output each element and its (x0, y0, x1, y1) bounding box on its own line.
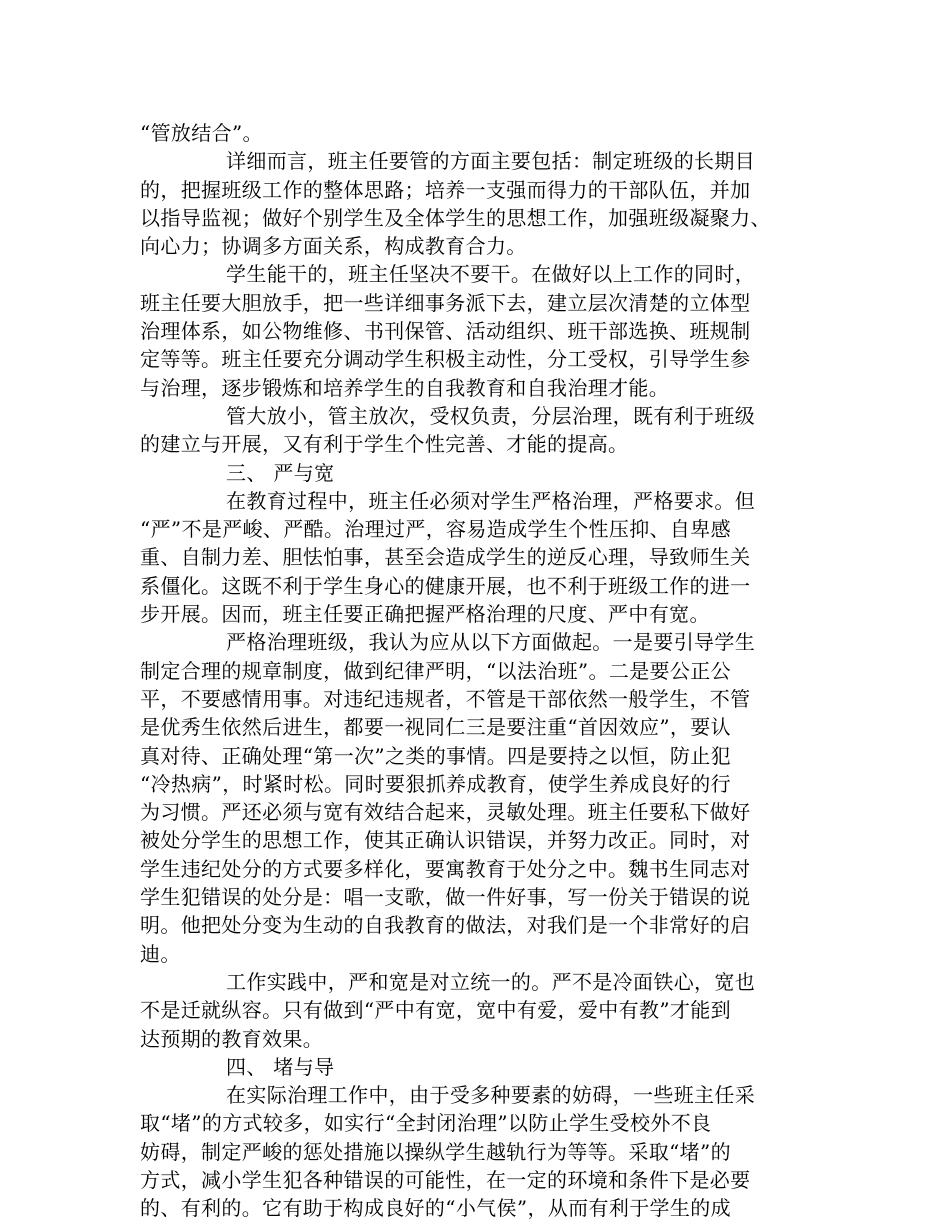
text-line: 学生犯错误的处分是：唱一支歌，做一件好事，写一份关于错误的说 (140, 885, 751, 910)
text-line: 步开展。因而，班主任要正确把握严格治理的尺度、严中有宽。 (140, 602, 710, 627)
text-line: 的、有利的。它有助于构成良好的“小气侯”，从而有利于学生的成 (140, 1196, 731, 1221)
text-line: 取“堵”的方式较多，如实行“全封闭治理”以防止学生受校外不良 (140, 1111, 712, 1136)
text-line: 学生违纪处分的方式要多样化，要寓教育于处分之中。魏书生同志对 (140, 856, 751, 881)
paragraph-start-line: 在教育过程中，班主任必须对学生严格治理，严格要求。但 (226, 488, 756, 513)
text-line: 不是迁就纵容。只有做到“严中有宽，宽中有爱，爱中有教”才能到 (140, 998, 731, 1023)
text-line: 妨碍，制定严峻的惩处措施以操纵学生越轨行为等等。采取“堵”的 (140, 1139, 731, 1164)
text-line: 治理体系，如公物维修、书刊保管、活动组织、班干部选换、班规制 (140, 319, 751, 344)
paragraph-start-line: 严格治理班级，我认为应从以下方面做起。一是要引导学生 (226, 630, 756, 655)
text-line: “严”不是严峻、严酷。治理过严，容易造成学生个性压抑、自卑感 (140, 517, 731, 542)
text-line: “冷热病”，时紧时松。同时要狠抓养成教育，使学生养成良好的行 (140, 771, 731, 796)
text-line: 明。他把处分变为生动的自我教育的做法，对我们是一个非常好的启 (140, 913, 751, 938)
paragraph-start-line: 学生能干的，班主任坚决不要干。在做好以上工作的同时， (226, 262, 756, 287)
text-line: 班主任要大胆放手，把一些详细事务派下去，建立层次清楚的立体型 (140, 290, 751, 315)
text-line: 方式，减小学生犯各种错误的可能性，在一定的环境和条件下是必要 (140, 1167, 751, 1192)
text-line: 与治理，逐步锻炼和培养学生的自我教育和自我治理才能。 (140, 375, 670, 400)
text-line: 定等等。班主任要充分调动学生积极主动性，分工受权，引导学生参 (140, 347, 751, 372)
document-body (140, 119, 840, 1223)
paragraph-start-line: 工作实践中，严和宽是对立统一的。严不是冷面铁心，宽也 (226, 969, 756, 994)
text-line: 平，不要感情用事。对违纪违规者，不管是干部依然一般学生，不管 (140, 686, 751, 711)
text-line: 是优秀生依然后进生，都要一视同仁三是要注重“首因效应”，要认 (140, 715, 731, 740)
text-line: 的建立与开展，又有利于学生个性完善、才能的提高。 (140, 432, 629, 457)
paragraph-start-line: 详细而言，班主任要管的方面主要包括：制定班级的长期目 (226, 149, 756, 174)
text-line: 的，把握班级工作的整体思路；培养一支强而得力的干部队伍，并加 (140, 177, 751, 202)
text-line: “管放结合”。 (140, 121, 263, 145)
text-line: 达预期的教育效果。 (140, 1026, 324, 1051)
text-line: 为习惯。严还必须与宽有效结合起来，灵敏处理。班主任要私下做好 (140, 800, 751, 825)
paragraph-start-line: 管大放小，管主放次，受权负责，分层治理，既有利于班级 (226, 403, 756, 428)
text-line: 重、自制力差、胆怯怕事，甚至会造成学生的逆反心理，导致师生关 (140, 545, 751, 570)
section-heading: 三、 严与宽 (226, 460, 335, 485)
text-line: 真对待、正确处理“第一次”之类的事情。四是要持之以恒，防止犯 (140, 743, 731, 768)
text-line: 制定合理的规章制度，做到纪律严明，“以法治班”。二是要公正公 (140, 658, 731, 683)
text-line: 以指导监视；做好个别学生及全体学生的思想工作，加强班级凝聚力、 (140, 205, 771, 230)
text-line: 迪。 (140, 941, 181, 966)
text-line: 系僵化。这既不利于学生身心的健康开展，也不利于班级工作的进一 (140, 573, 751, 598)
paragraph-start-line: 在实际治理工作中，由于受多种要素的妨碍，一些班主任采 (226, 1083, 756, 1108)
text-line: 向心力；协调多方面关系，构成教育合力。 (140, 234, 527, 259)
text-line: 被处分学生的思想工作，使其正确认识错误，并努力改正。同时，对 (140, 828, 751, 853)
section-heading: 四、 堵与导 (226, 1054, 335, 1079)
